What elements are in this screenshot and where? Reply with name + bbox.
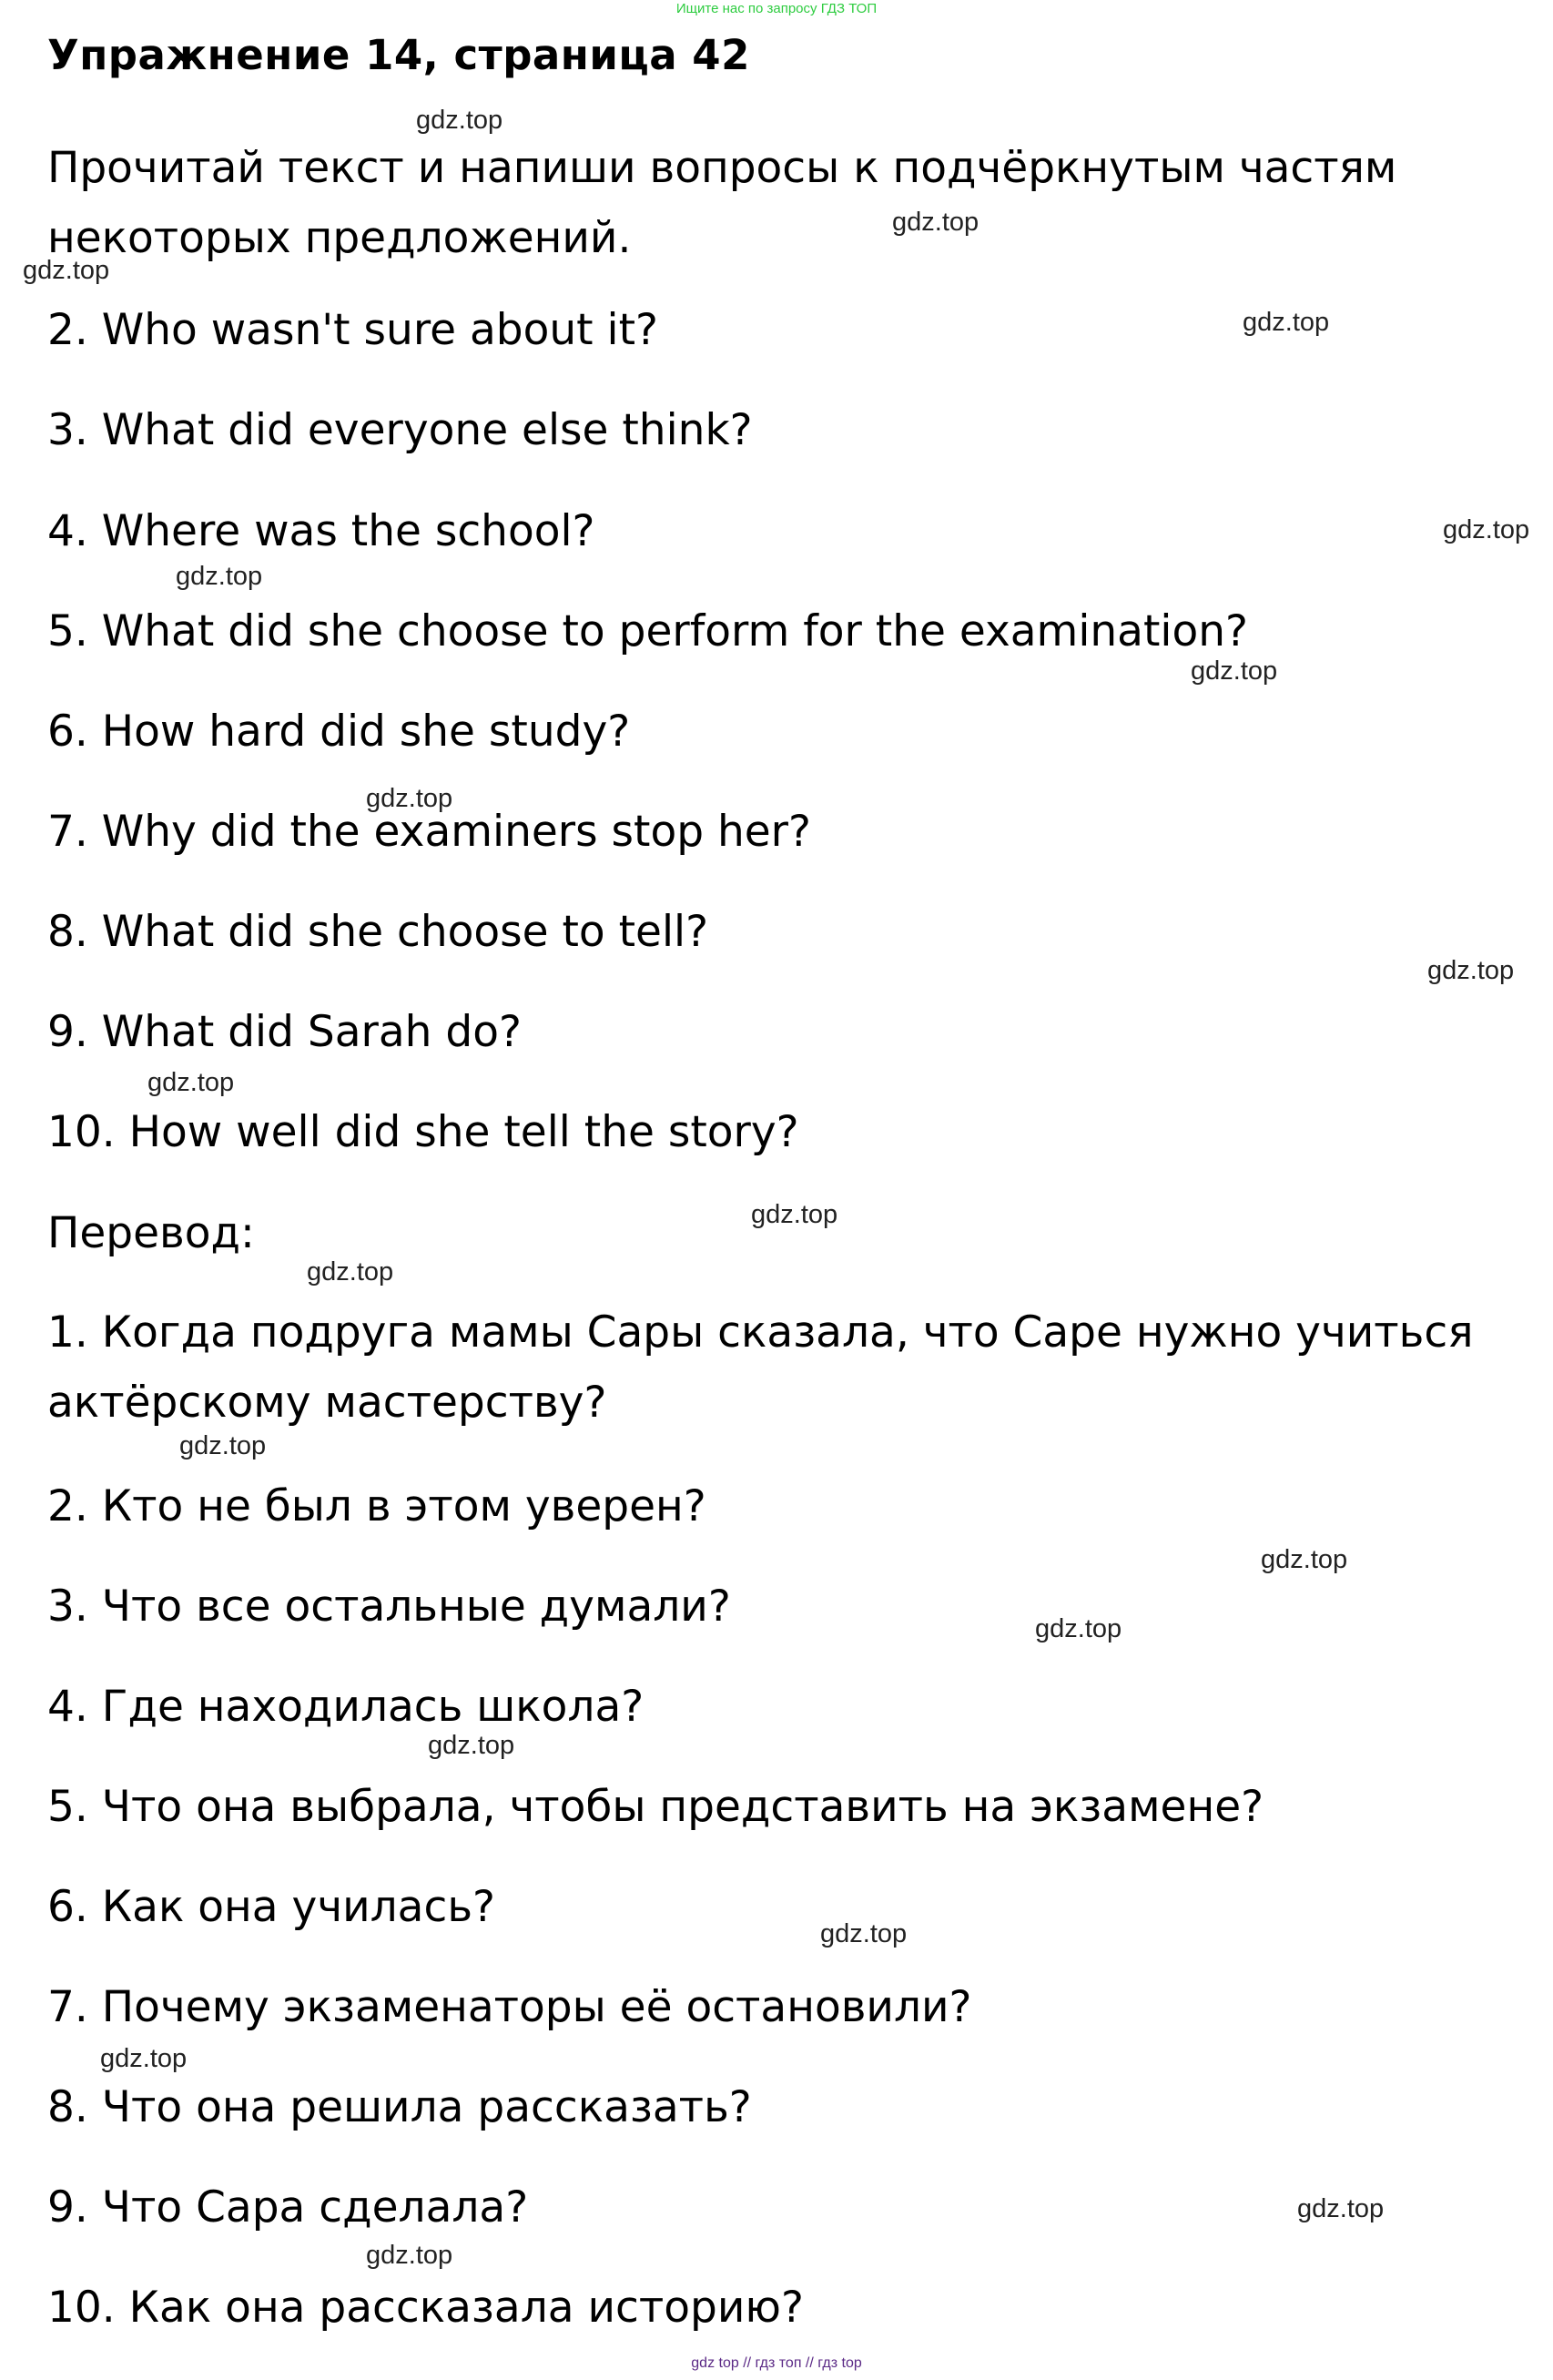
watermark: gdz.top [1243, 308, 1330, 337]
watermark: gdz.top [892, 208, 980, 237]
watermark: gdz.top [820, 1919, 908, 1948]
answer-line: 2. Who wasn't sure about it? [47, 305, 658, 355]
watermark: gdz.top [1443, 515, 1530, 544]
answer-line: 7. Why did the examiners stop her? [47, 807, 811, 857]
watermark: gdz.top [751, 1200, 838, 1229]
answer-line: 8. What did she choose to tell? [47, 907, 709, 957]
translation-line: 10. Как она рассказала историю? [47, 2283, 804, 2333]
translation-line: 7. Почему экзаменаторы её остановили? [47, 1982, 972, 2032]
answer-line: 10. How well did she tell the story? [47, 1107, 799, 1157]
watermark: gdz.top [100, 2044, 188, 2073]
exercise-instruction: Прочитай текст и напиши вопросы к подчёркнутым частям некоторых предложений. [47, 143, 1397, 263]
footer-watermark: gdz top // гдз топ // гдз top [691, 2355, 862, 2371]
translation-line: 4. Где находилась школа? [47, 1682, 645, 1732]
watermark: gdz.top [176, 562, 263, 591]
translation-line: 5. Что она выбрала, чтобы представить на экзамене? [47, 1782, 1264, 1832]
translation-line: 9. Что Сара сделала? [47, 2182, 529, 2233]
answer-line: 5. What did she choose to perform for the examination? [47, 606, 1248, 656]
top-banner: Ищите нас по запросу ГДЗ ТОП [675, 1, 878, 16]
translation-line: 1. Когда подруга мамы Сары сказала, что Саре нужно учиться актёрскому мастерству? [47, 1307, 1474, 1428]
answer-line: 6. How hard did she study? [47, 707, 631, 757]
page-title: Упражнение 14, страница 42 [47, 31, 750, 79]
watermark: gdz.top [366, 2241, 453, 2270]
translation-line: 6. Как она училась? [47, 1882, 495, 1932]
watermark: gdz.top [366, 784, 453, 813]
watermark: gdz.top [1261, 1545, 1348, 1574]
watermark: gdz.top [1427, 956, 1515, 985]
translation-line: 8. Что она решила рассказать? [47, 2082, 752, 2132]
watermark: gdz.top [23, 256, 110, 285]
answer-line: 3. What did everyone else think? [47, 405, 753, 455]
answer-line: 4. Where was the school? [47, 506, 595, 556]
watermark: gdz.top [416, 106, 503, 135]
translation-heading: Перевод: [47, 1208, 255, 1258]
watermark: gdz.top [147, 1068, 235, 1097]
watermark: gdz.top [307, 1257, 394, 1287]
watermark: gdz.top [1035, 1614, 1122, 1643]
watermark: gdz.top [179, 1431, 267, 1460]
watermark: gdz.top [428, 1731, 515, 1760]
translation-line: 2. Кто не был в этом уверен? [47, 1481, 706, 1531]
translation-line: 3. Что все остальные думали? [47, 1582, 731, 1632]
watermark: gdz.top [1191, 656, 1278, 686]
answer-line: 9. What did Sarah do? [47, 1007, 522, 1057]
watermark: gdz.top [1297, 2194, 1385, 2223]
